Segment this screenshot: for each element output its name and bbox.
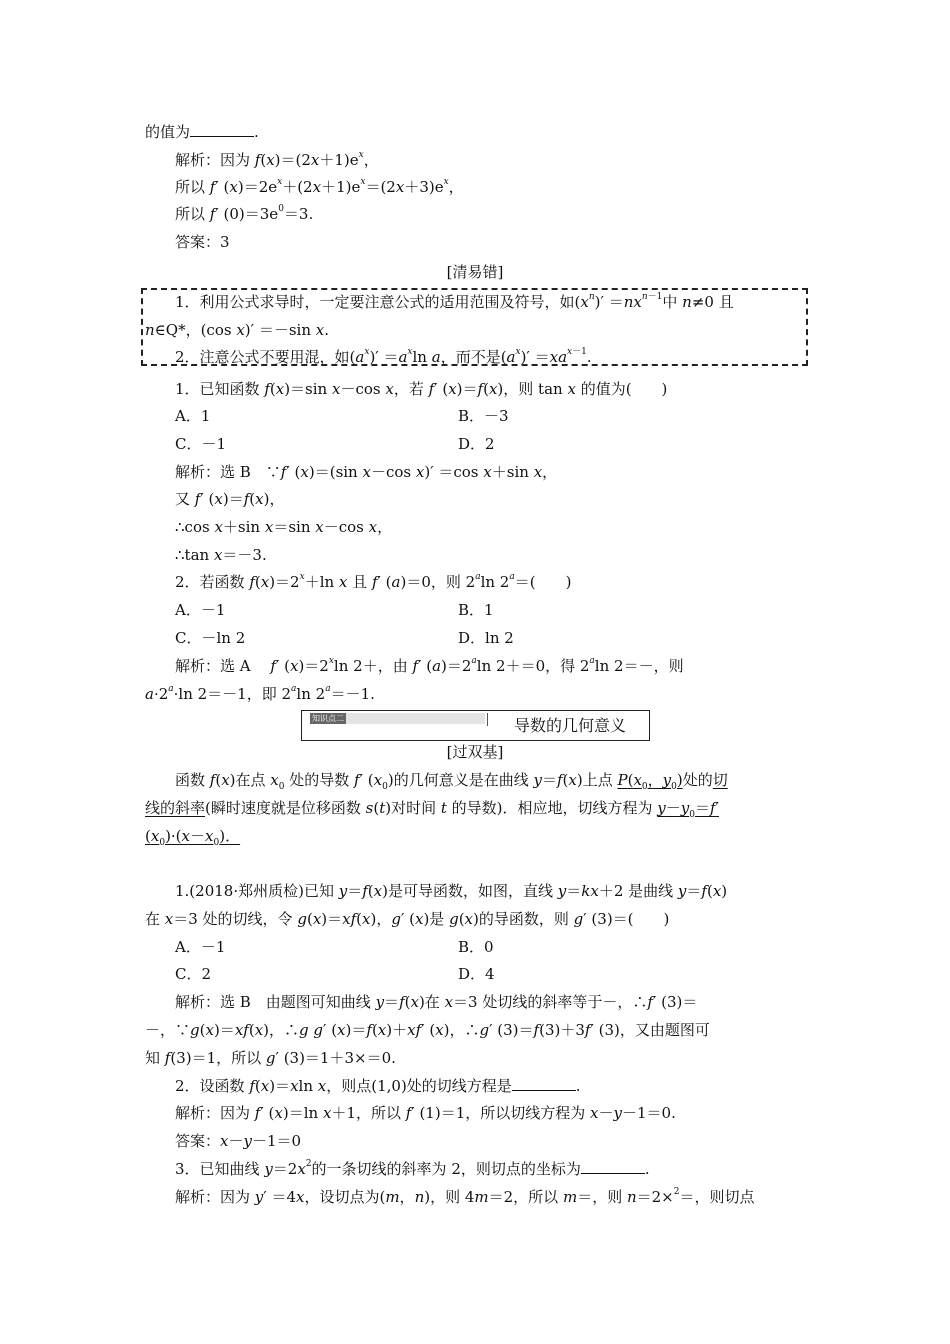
option-a: A．－1	[175, 938, 226, 956]
text-line: 3．已知曲线 $y=2x^2$的一条切线的斜率为 2，则切点的坐标为 .	[175, 1159, 650, 1178]
knowledge-point-label: 知识点二	[312, 714, 344, 723]
text-line: 1．利用公式求导时，一定要注意公式的适用范围及符号，如$(x^n)' =nx^{n-1}$中 n≠0 且	[175, 292, 734, 311]
option-c: C．－1	[175, 435, 227, 453]
text-line: －，∵g(x)＝xf(x)，∴g g′ (x)＝f(x)＋xf′ (x)，∴g′ (3)＝f(3)＋3f′ (3)，又由题图可	[145, 1021, 710, 1039]
divider	[487, 713, 488, 726]
text-line: 所以 f′ $(0)=3e^0=3$.	[175, 204, 314, 223]
text-line: 1．已知函数 f(x)＝sin x－cos x，若 f′ (x)＝f(x)，则 tan x 的值为( )	[175, 380, 668, 398]
text-line: 知 f(3)＝1，所以 g′ (3)＝1＋3×＝0.	[145, 1049, 396, 1067]
text-line: 线的斜率(瞬时速度就是位移函数 s(t)对时间 t 的导数)．相应地，切线方程为 $y-y_0=f'$	[145, 799, 719, 820]
text-line: 在 x＝3 处的切线，令 g(x)＝xf(x)，g′ (x)是 g(x)的导函数，则 g′ (3)＝( )	[145, 910, 670, 928]
text-line: ∴cos x＋sin x＝sin x－cos x，	[175, 518, 393, 536]
text-line: 答案：x－y－1＝0	[175, 1132, 302, 1150]
text-line: n∈Q*，(cos x)′ ＝－sin x.	[145, 321, 329, 339]
text-line: 2．若函数 $f(x)=2^x+\ln$ x 且 f′ (a)＝0，则 2$^a$ln $2^a=$( )	[175, 572, 572, 591]
knowledge-point-tag	[310, 713, 485, 724]
option-c: C．2	[175, 965, 212, 983]
text-line: 解析：选 B 由题图可知曲线 y＝f(x)在 x＝3 处切线的斜率等于－，∴f′ (3)＝	[175, 993, 698, 1011]
text-line: 函数 f(x)在点 $x_0$ 处的导数 f′ $(x_0)$的几何意义是在曲线 y＝f(x)上点 $P(x_0$，$y_0$)处的切	[175, 771, 728, 792]
text-line: ∴tan x＝－3.	[175, 546, 267, 564]
text-line: 解析：选 B ∵f′ (x)＝(sin x－cos x)′ ＝cos x＋sin x，	[175, 463, 558, 481]
text-line: $a\cdot 2^a\cdot\ln$ 2＝－1，即 2$^a$ln $2^a=-1$.	[145, 684, 375, 703]
text-line: 2．设函数 f(x)＝xln x，则点(1,0)处的切线方程是 .	[175, 1077, 581, 1095]
text-line: 解析：因为 f′ (x)＝ln x＋1，所以 f′ (1)＝1，所以切线方程为 x－y－1＝0.	[175, 1104, 676, 1122]
option-c: C．－ln 2	[175, 629, 246, 647]
option-d: D．ln 2	[458, 629, 514, 647]
option-b: B．1	[458, 601, 494, 619]
option-d: D．4	[458, 965, 495, 983]
text-line: 解析：选 A f′ $(x)=2^x\ln$ 2＋，由 f′ $(a)=2^a\ln$ 2＋＝0，得 2$^a$ln 2＝－，则	[175, 656, 684, 675]
option-a: A．1	[175, 407, 211, 425]
text-line: 解析：因为 y′ ＝4x，设切点为(m，n)，则 4m＝2，所以 m＝，则 n＝2×$^2$＝，则切点	[175, 1187, 755, 1206]
section-heading-qingyicuo: [清易错]	[446, 263, 504, 281]
text-line: 答案：3	[175, 233, 230, 251]
text-line: 的值为 .	[145, 123, 259, 141]
knowledge-point-box	[301, 710, 650, 741]
text-line: 1.(2018·郑州质检)已知 y＝f(x)是可导函数，如图，直线 y＝kx＋2 是曲线 y＝f(x)	[175, 882, 728, 900]
option-d: D．2	[458, 435, 495, 453]
option-a: A．－1	[175, 601, 226, 619]
text-line: 解析：因为 $f(x)=(2x+1)e^x$，	[175, 150, 379, 169]
text-line: $(x_0)\cdot(x-x_0)$．	[145, 827, 241, 848]
knowledge-point-title: 导数的几何意义	[514, 716, 627, 735]
option-b: B．－3	[458, 407, 509, 425]
text-line: 所以 f′ $(x)=2e^x+(2x+1)e^x=(2x+3)e^x$，	[175, 177, 464, 196]
text-line: 又 f′ (x)＝f(x)，	[175, 490, 285, 508]
text-line: 2．注意公式不要用混，如$(a^x)' =a^x\ln$ a，而不是$(a^x)' =xa^{x-1}$.	[175, 347, 592, 366]
option-b: B．0	[458, 938, 494, 956]
section-heading-guoshuangji: [过双基]	[446, 743, 504, 761]
